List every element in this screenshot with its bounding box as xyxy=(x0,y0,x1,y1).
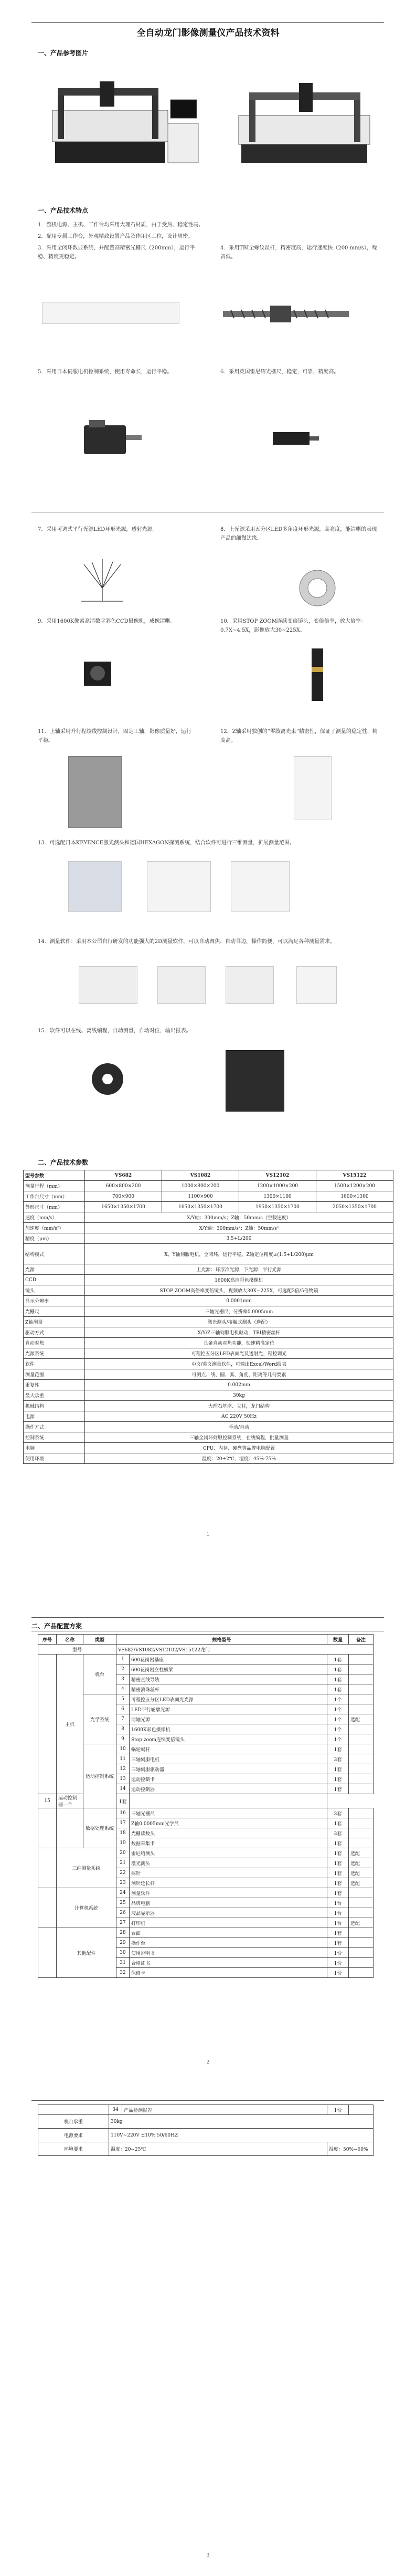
config-group: 三维测量系统 xyxy=(57,1848,116,1888)
spec-value: 三轴全闭环伺服控制系统，在线编程，批量测量 xyxy=(85,1432,393,1443)
feature-15: 15．软件可以在线、离线编程，自动测量，自动对位，输出报表。 xyxy=(38,1028,191,1034)
spec-value: 可测点、线、圆、弧、角度、距离等几何要素 xyxy=(85,1369,393,1380)
zero-beam-image xyxy=(294,756,332,820)
ring-light-image xyxy=(294,567,341,609)
top-rule xyxy=(31,22,384,23)
config-note xyxy=(349,1784,374,1794)
config-item: 测针延长杆 xyxy=(130,1878,327,1888)
spec-header: VS682 xyxy=(85,1170,162,1181)
spec-label: 光栅尺 xyxy=(24,1306,85,1317)
config-qty: 1份 xyxy=(327,1968,349,1978)
ballscrew-image xyxy=(220,299,351,328)
config-row-index: 7 xyxy=(116,1714,130,1724)
config-row-index: 4 xyxy=(116,1684,130,1694)
config-qty: 1套 xyxy=(116,1794,130,1808)
config-item: 激光测头 xyxy=(130,1858,327,1868)
config-row-index: 24 xyxy=(116,1888,130,1898)
config-row-index: 28 xyxy=(116,1928,130,1938)
config-item: 光栅读数头 xyxy=(130,1828,327,1838)
spec-value: X、Y轴伺服电机，全闭环，运行平稳，Z轴定位精度±(1.5+L/200)μm xyxy=(85,1244,393,1264)
config-item: 运动控制器 xyxy=(130,1784,327,1794)
config-item: 蜗轮蜗杆 xyxy=(130,1744,327,1754)
config-item: 可程控五分区LED表面光光源 xyxy=(130,1694,327,1704)
config-note: 选配 xyxy=(349,1868,374,1878)
config-item: 600花岗岩基座 xyxy=(130,1654,327,1664)
spec-value: CPU、内存、硬盘等品牌电脑配置 xyxy=(85,1443,393,1453)
spec-label: 镜头 xyxy=(24,1285,85,1296)
spec-value: 1100×900 xyxy=(162,1191,239,1202)
config-row-index: 32 xyxy=(116,1968,130,1978)
config-item: 保修卡 xyxy=(130,1968,327,1978)
config-group: 运动控制系统 xyxy=(83,1744,116,1808)
config-row-index: 13 xyxy=(116,1774,130,1784)
env-label: 环境要求 xyxy=(38,2142,109,2156)
config-qty: 1套 xyxy=(327,1674,349,1684)
config-row-index: 5 xyxy=(116,1694,130,1704)
config-row-index: 11 xyxy=(116,1754,130,1764)
config-qty: 1套 xyxy=(327,1848,349,1858)
config-row-index: 2 xyxy=(116,1664,130,1674)
config-row-index: 18 xyxy=(116,1828,130,1838)
spec-label: 驱动方式 xyxy=(24,1327,85,1338)
config-note xyxy=(349,1654,374,1664)
feature-6: 6．采用英国雷尼绍光栅尺，稳定，可靠，精度高。 xyxy=(220,369,339,375)
spec-label: 操作方式 xyxy=(24,1422,85,1432)
config-note xyxy=(349,1928,374,1938)
env-label: 电源要求 xyxy=(38,2129,109,2142)
measuring-head-image xyxy=(226,1050,284,1112)
page-number: 1 xyxy=(206,1532,210,1537)
env-item: 产品检测报告 xyxy=(122,2105,327,2115)
feature-3: 3．采用全闭环数显系统，并配置高精密光栅尺（200mm），运行平稳、精度更稳定。 xyxy=(38,245,195,260)
config-item: 使用说明书 xyxy=(130,1948,327,1958)
spec-value: 1650×1350×1700 xyxy=(85,1202,162,1212)
config-row-index: 29 xyxy=(116,1938,130,1948)
config-qty: 1套 xyxy=(327,1764,349,1774)
document-title: 全自动龙门影像测量仪产品技术资料 xyxy=(136,28,280,38)
spec-label: 软件 xyxy=(24,1359,85,1369)
spec-label: Z轴测量 xyxy=(24,1317,85,1327)
config-row-index: 22 xyxy=(116,1868,130,1878)
spec-value: 大理石基座、立柱，龙门结构 xyxy=(85,1401,393,1411)
config-row-index: 12 xyxy=(116,1764,130,1774)
config-row-index: 16 xyxy=(116,1808,130,1818)
config-qty: 3套 xyxy=(327,1808,349,1818)
config-note xyxy=(349,1958,374,1968)
feature-1: 1．整机电源、主机、工作台均采用大理石材质，由于受热、稳定性高。 xyxy=(38,222,204,228)
spec-value: 2050×1350×1700 xyxy=(316,1202,393,1212)
config-note xyxy=(349,1674,374,1684)
config-note xyxy=(349,1704,374,1714)
spec-header: VS12102 xyxy=(239,1170,316,1181)
config-header: 类型 xyxy=(83,1635,116,1645)
config-note: 选配 xyxy=(349,1918,374,1928)
spec-value: 600×800×200 xyxy=(85,1181,162,1191)
config-qty: 1套 xyxy=(327,1938,349,1948)
feature-8: 8．上光源采用五分区LED多角度环形光源，高亮度，能清晰的表现产品的细微边缘。 xyxy=(220,527,377,541)
spec-label: 速度（mm/s） xyxy=(24,1212,85,1223)
probe-measure-image xyxy=(231,861,290,912)
config-qty: 1套 xyxy=(327,1684,349,1694)
config-header: 数量 xyxy=(327,1635,349,1645)
config-group: 其他配件 xyxy=(57,1928,116,1978)
config-item: 雷尼绍测头 xyxy=(130,1848,327,1858)
config-item: 测量软件 xyxy=(130,1888,327,1898)
spec-value: 1650×1350×1700 xyxy=(162,1202,239,1212)
config-row-index: 31 xyxy=(116,1958,130,1968)
feature-12: 12．Z轴采用独创的“零肢离光束”精密性，保证了测量的稳定性，精度高。 xyxy=(220,729,378,744)
spec-label: 结构模式 xyxy=(24,1244,85,1264)
config-group: 主机 xyxy=(57,1654,83,1794)
spec-label: CCD xyxy=(24,1275,85,1285)
config-qty: 1台 xyxy=(327,1908,349,1918)
spec-value: 三轴光栅尺，分辨率0.0005mm xyxy=(85,1306,393,1317)
env-value: 温度：20~25℃ xyxy=(109,2142,327,2156)
config-qty: 1套 xyxy=(327,1838,349,1848)
page-number: 2 xyxy=(206,2060,210,2065)
config-item: 三轴伺服驱动器 xyxy=(130,1764,327,1774)
config-row-index: 10 xyxy=(116,1744,130,1754)
config-note xyxy=(349,1694,374,1704)
config-note xyxy=(349,1898,374,1908)
config-item: 同轴光源 xyxy=(130,1714,327,1724)
spec-label: 测量范围 xyxy=(24,1369,85,1380)
config-row-index: 1 xyxy=(116,1654,130,1664)
section-technical-features: 一、产品技术特点 xyxy=(38,207,89,214)
config-note xyxy=(349,1754,374,1764)
spec-header: VS1082 xyxy=(162,1170,239,1181)
spec-label: 工作台尺寸（mm） xyxy=(24,1191,85,1202)
spec-header: VS15122 xyxy=(316,1170,393,1181)
config-note xyxy=(349,1938,374,1948)
config-group: 计算机系统 xyxy=(57,1888,116,1928)
config-row-index: 17 xyxy=(116,1818,130,1828)
spec-label: 精度（μm） xyxy=(24,1233,85,1244)
spec-value: 1600K高清彩色摄像机 xyxy=(85,1275,393,1285)
config-qty: 1份 xyxy=(327,1958,349,1968)
probe-system-image xyxy=(147,861,211,912)
spec-value: 1950×1350×1700 xyxy=(239,1202,316,1212)
config-note xyxy=(349,1808,374,1818)
spec-value: 1000×800×200 xyxy=(162,1181,239,1191)
spec-table xyxy=(23,1170,393,1464)
zoom-lens-image xyxy=(304,646,330,704)
config-qty: 1个 xyxy=(327,1734,349,1744)
config-row-index: 27 xyxy=(116,1918,130,1928)
spec-value: STOP ZOOM高倍率变倍镜头，视频放大30X~225X，可选配3倍/5倍物镜 xyxy=(85,1285,393,1296)
config-qty: 1套 xyxy=(327,1858,349,1868)
config-row-index: 23 xyxy=(116,1878,130,1888)
config-qty: 1套 xyxy=(327,1744,349,1754)
config-header: 名称 xyxy=(57,1635,83,1645)
config-note: 选配 xyxy=(349,1714,374,1724)
spec-label: 重复性 xyxy=(24,1380,85,1390)
spec-value: X/Y轴：300mm/s²；Z轴：50mm/s² xyxy=(85,1223,393,1233)
config-note xyxy=(349,1724,374,1734)
light-source-diagram xyxy=(73,557,131,606)
spec-value: 30kg xyxy=(85,1390,393,1401)
config-item: 600花岗岩立柱横梁 xyxy=(130,1664,327,1674)
spec-value: 具备自动对焦功能，快速精准定位 xyxy=(85,1338,393,1348)
config-item: 三轴光栅尺 xyxy=(130,1808,327,1818)
spec-label: 测量行程（mm） xyxy=(24,1181,85,1191)
grating-scale-image xyxy=(42,302,179,324)
feature-7: 7．采用可调式平行光源LED环形光源，透射光源。 xyxy=(38,527,158,532)
spec-value: AC 220V 50Hz xyxy=(85,1411,393,1422)
laser-probe-image xyxy=(68,861,122,912)
env-index: 34 xyxy=(109,2105,122,2115)
software-screen-2 xyxy=(157,966,206,1004)
config-item: 精密直线导轨 xyxy=(130,1674,327,1684)
config-note xyxy=(349,1828,374,1838)
servo-motor-image xyxy=(73,415,147,462)
env-value: 110V~220V ±10% 50/60HZ xyxy=(109,2129,374,2142)
config-note xyxy=(349,1908,374,1918)
config-qty: 3套 xyxy=(327,1828,349,1838)
spec-value: 手动/自动 xyxy=(85,1422,393,1432)
spec-label: 控制系统 xyxy=(24,1432,85,1443)
config-item: 打印机 xyxy=(130,1918,327,1928)
config-qty: 1台 xyxy=(327,1898,349,1908)
machine-photo-right xyxy=(228,79,380,165)
config-header: 规格型号 xyxy=(116,1635,327,1645)
spec-label: 最大承重 xyxy=(24,1390,85,1401)
linear-scale-image xyxy=(268,423,320,454)
config-note xyxy=(349,1948,374,1958)
config-row-index: 19 xyxy=(116,1838,130,1848)
config-row-index: 20 xyxy=(116,1848,130,1858)
env-value: 30kg xyxy=(109,2115,374,2129)
config-note xyxy=(130,1794,327,1808)
config-qty: 1套 xyxy=(327,1888,349,1898)
config-qty: 1个 xyxy=(327,1724,349,1734)
config-row-index: 3 xyxy=(116,1674,130,1684)
config-group: 数据处理系统 xyxy=(83,1808,116,1848)
config-row-index: 8 xyxy=(116,1724,130,1734)
software-screen-4 xyxy=(296,966,337,1004)
feature-13: 13．可选配日本KEYENCE激光测头和德国HEXAGON探测系统，结合软件可进行三维测量，扩展测量范围。 xyxy=(38,840,295,846)
config-qty: 1套 xyxy=(327,1784,349,1794)
ccd-camera-image xyxy=(79,651,121,693)
spec-value: 1300×1100 xyxy=(239,1191,316,1202)
config-note xyxy=(349,1664,374,1674)
config-header: 备注 xyxy=(349,1635,374,1645)
config-note: 选配 xyxy=(349,1858,374,1868)
spec-value: X/Y/Z三轴伺服电机驱动，TBI精密丝杆 xyxy=(85,1327,393,1338)
spec-value: 1200×1000×200 xyxy=(239,1181,316,1191)
sample-part-image xyxy=(79,1055,136,1103)
software-screen-3 xyxy=(226,966,274,1004)
spec-value: 温度：20±2℃，湿度：45%-75% xyxy=(85,1453,393,1464)
env-table xyxy=(38,2104,374,2156)
feature-10: 10．采用STOP ZOOM连续变倍镜头，变倍倍率，放大倍率：0.7X~4.5X，影像放大30~225X。 xyxy=(220,619,366,633)
config-row-index: 6 xyxy=(116,1704,130,1714)
page-number: 3 xyxy=(206,2553,210,2558)
config-item: 三轴伺服电机 xyxy=(130,1754,327,1764)
config-note xyxy=(349,1888,374,1898)
feature-14: 14．测量软件：采用本公司自行研发的功能强大的2D测量软件，可以自动调焦、自动寻边，操作简便，可以满足各种测量需求。 xyxy=(38,939,336,945)
config-note xyxy=(349,1684,374,1694)
config-item: 运动控制卡 xyxy=(130,1774,327,1784)
config-qty: 1套 xyxy=(327,1774,349,1784)
config-note xyxy=(349,1838,374,1848)
config-row-index: 25 xyxy=(116,1898,130,1908)
config-item: 合格证书 xyxy=(130,1958,327,1968)
spec-label: 显示分辨率 xyxy=(24,1296,85,1306)
spec-label: 加速度（mm/s²） xyxy=(24,1223,85,1233)
spec-label: 电脑 xyxy=(24,1443,85,1453)
spec-value: 0.002mm xyxy=(85,1380,393,1390)
config-note xyxy=(349,1744,374,1754)
spec-value: 中文/英文测量软件，可输出Excel/Word报表 xyxy=(85,1359,393,1369)
config-qty: 1套 xyxy=(327,1928,349,1938)
env-label: 机台承重 xyxy=(38,2115,109,2129)
config-qty: 1套 xyxy=(327,1654,349,1664)
config-item: 探针 xyxy=(130,1868,327,1878)
feature-11: 11．上轴采用升行程绞线控制设计，固定工轴，影像质量好，运行平稳。 xyxy=(38,729,191,744)
config-item: Z轴0.0005mm光学尺 xyxy=(130,1818,327,1828)
software-screen-1 xyxy=(79,966,137,1004)
config-note: 选配 xyxy=(349,1848,374,1858)
config-item: 1600K彩色摄像机 xyxy=(130,1724,327,1734)
config-item: 液晶显示器 xyxy=(130,1908,327,1918)
spec-value: X/Y轴：300mm/s；Z轴：50mm/s（空载速度） xyxy=(85,1212,393,1223)
config-item: 品牌电脑 xyxy=(130,1898,327,1908)
config-header: 序号 xyxy=(38,1635,57,1645)
page-3-top-rule xyxy=(31,2100,384,2101)
config-qty: 1个 xyxy=(327,1694,349,1704)
spec-value: 1600×1300 xyxy=(316,1191,393,1202)
config-item: 台面 xyxy=(130,1928,327,1938)
spec-label: 光源 xyxy=(24,1264,85,1275)
config-note xyxy=(349,1734,374,1744)
config-note xyxy=(349,1764,374,1774)
spec-label: 光源系统 xyxy=(24,1348,85,1359)
spec-value: 0.0001mm xyxy=(85,1296,393,1306)
config-row-index: 30 xyxy=(116,1948,130,1958)
feature-5: 5．采用日本伺服电机控制系统，使用寿命长，运行平稳。 xyxy=(38,369,173,375)
spec-header: 型号参数 xyxy=(24,1170,85,1181)
config-qty: 1个 xyxy=(327,1704,349,1714)
spec-value: 1500×1200×200 xyxy=(316,1181,393,1191)
config-row-index: 9 xyxy=(116,1734,130,1744)
config-qty: 1套 xyxy=(327,1878,349,1888)
spec-label: 自动对焦 xyxy=(24,1338,85,1348)
spec-label: 外形尺寸（mm） xyxy=(24,1202,85,1212)
config-qty: 1台 xyxy=(327,1918,349,1928)
feature-4: 4．采用TBI全螺纹丝杆，精密度高，运行速度快（200 mm/s），噪音低。 xyxy=(220,245,378,260)
config-group: 光学系统 xyxy=(83,1694,116,1744)
config-qty: 1套 xyxy=(327,1868,349,1878)
config-qty: 1份 xyxy=(327,1948,349,1958)
section-config: 二、产品配置方案 xyxy=(31,1622,82,1630)
spec-label: 机械结构 xyxy=(24,1401,85,1411)
page-2-top-rule xyxy=(31,1617,384,1618)
spec-label: 电源 xyxy=(24,1411,85,1422)
spec-value: 700×900 xyxy=(85,1191,162,1202)
config-note: 选配 xyxy=(349,1878,374,1888)
config-qty: 1套 xyxy=(327,1818,349,1828)
config-row-index: 14 xyxy=(116,1784,130,1794)
config-item: 数据采集卡 xyxy=(130,1838,327,1848)
config-row-index: 26 xyxy=(116,1908,130,1918)
config-item: LED平行轮廓光源 xyxy=(130,1704,327,1714)
config-item: 操作台 xyxy=(130,1938,327,1948)
env-value: 湿度：50%~60% xyxy=(327,2142,374,2156)
config-item: 运动控制器—个 xyxy=(57,1794,83,1808)
machine-photo-left xyxy=(47,79,199,165)
section-technical-parameters: 二、产品技术参数 xyxy=(38,1159,89,1166)
env-qty: 1份 xyxy=(327,2105,349,2115)
config-group: 机台 xyxy=(83,1654,116,1694)
config-item: 精密滚珠丝杆 xyxy=(130,1684,327,1694)
config-item: Stop zoom连续变倍镜头 xyxy=(130,1734,327,1744)
config-qty: 1个 xyxy=(327,1714,349,1724)
config-row-index: 21 xyxy=(116,1858,130,1868)
config-model-value: VS682/VS1082/VS12102/VS15122龙门 xyxy=(116,1645,374,1654)
config-qty: 1套 xyxy=(327,1664,349,1674)
feature-9: 9．采用1600K像素高清数字彩色CCD摄像机，成像清晰。 xyxy=(38,619,176,624)
config-qty: 3套 xyxy=(327,1754,349,1764)
spec-value: 可程控五分区LED表面光及透射光，程控调光 xyxy=(85,1348,393,1359)
z-axis-image xyxy=(68,756,122,828)
spec-value: 激光测头/接触式测头（选配） xyxy=(85,1317,393,1327)
section-reference-images: 一、产品参考图片 xyxy=(38,49,89,57)
config-note xyxy=(349,1774,374,1784)
spec-value: 上光源：环形冷光源，下光源：平行光源 xyxy=(85,1264,393,1275)
spec-label: 使用环境 xyxy=(24,1453,85,1464)
feature-2: 2．配用专属工作台，外观精致设置产品及作用区工位，设计周密。 xyxy=(38,234,194,239)
config-model-label: 型号 xyxy=(38,1645,116,1654)
config-table xyxy=(38,1634,374,1978)
config-row-index: 15 xyxy=(38,1794,57,1808)
config-note xyxy=(349,1968,374,1978)
config-note xyxy=(349,1818,374,1828)
spec-value: 3.5+L/200 xyxy=(85,1233,393,1244)
